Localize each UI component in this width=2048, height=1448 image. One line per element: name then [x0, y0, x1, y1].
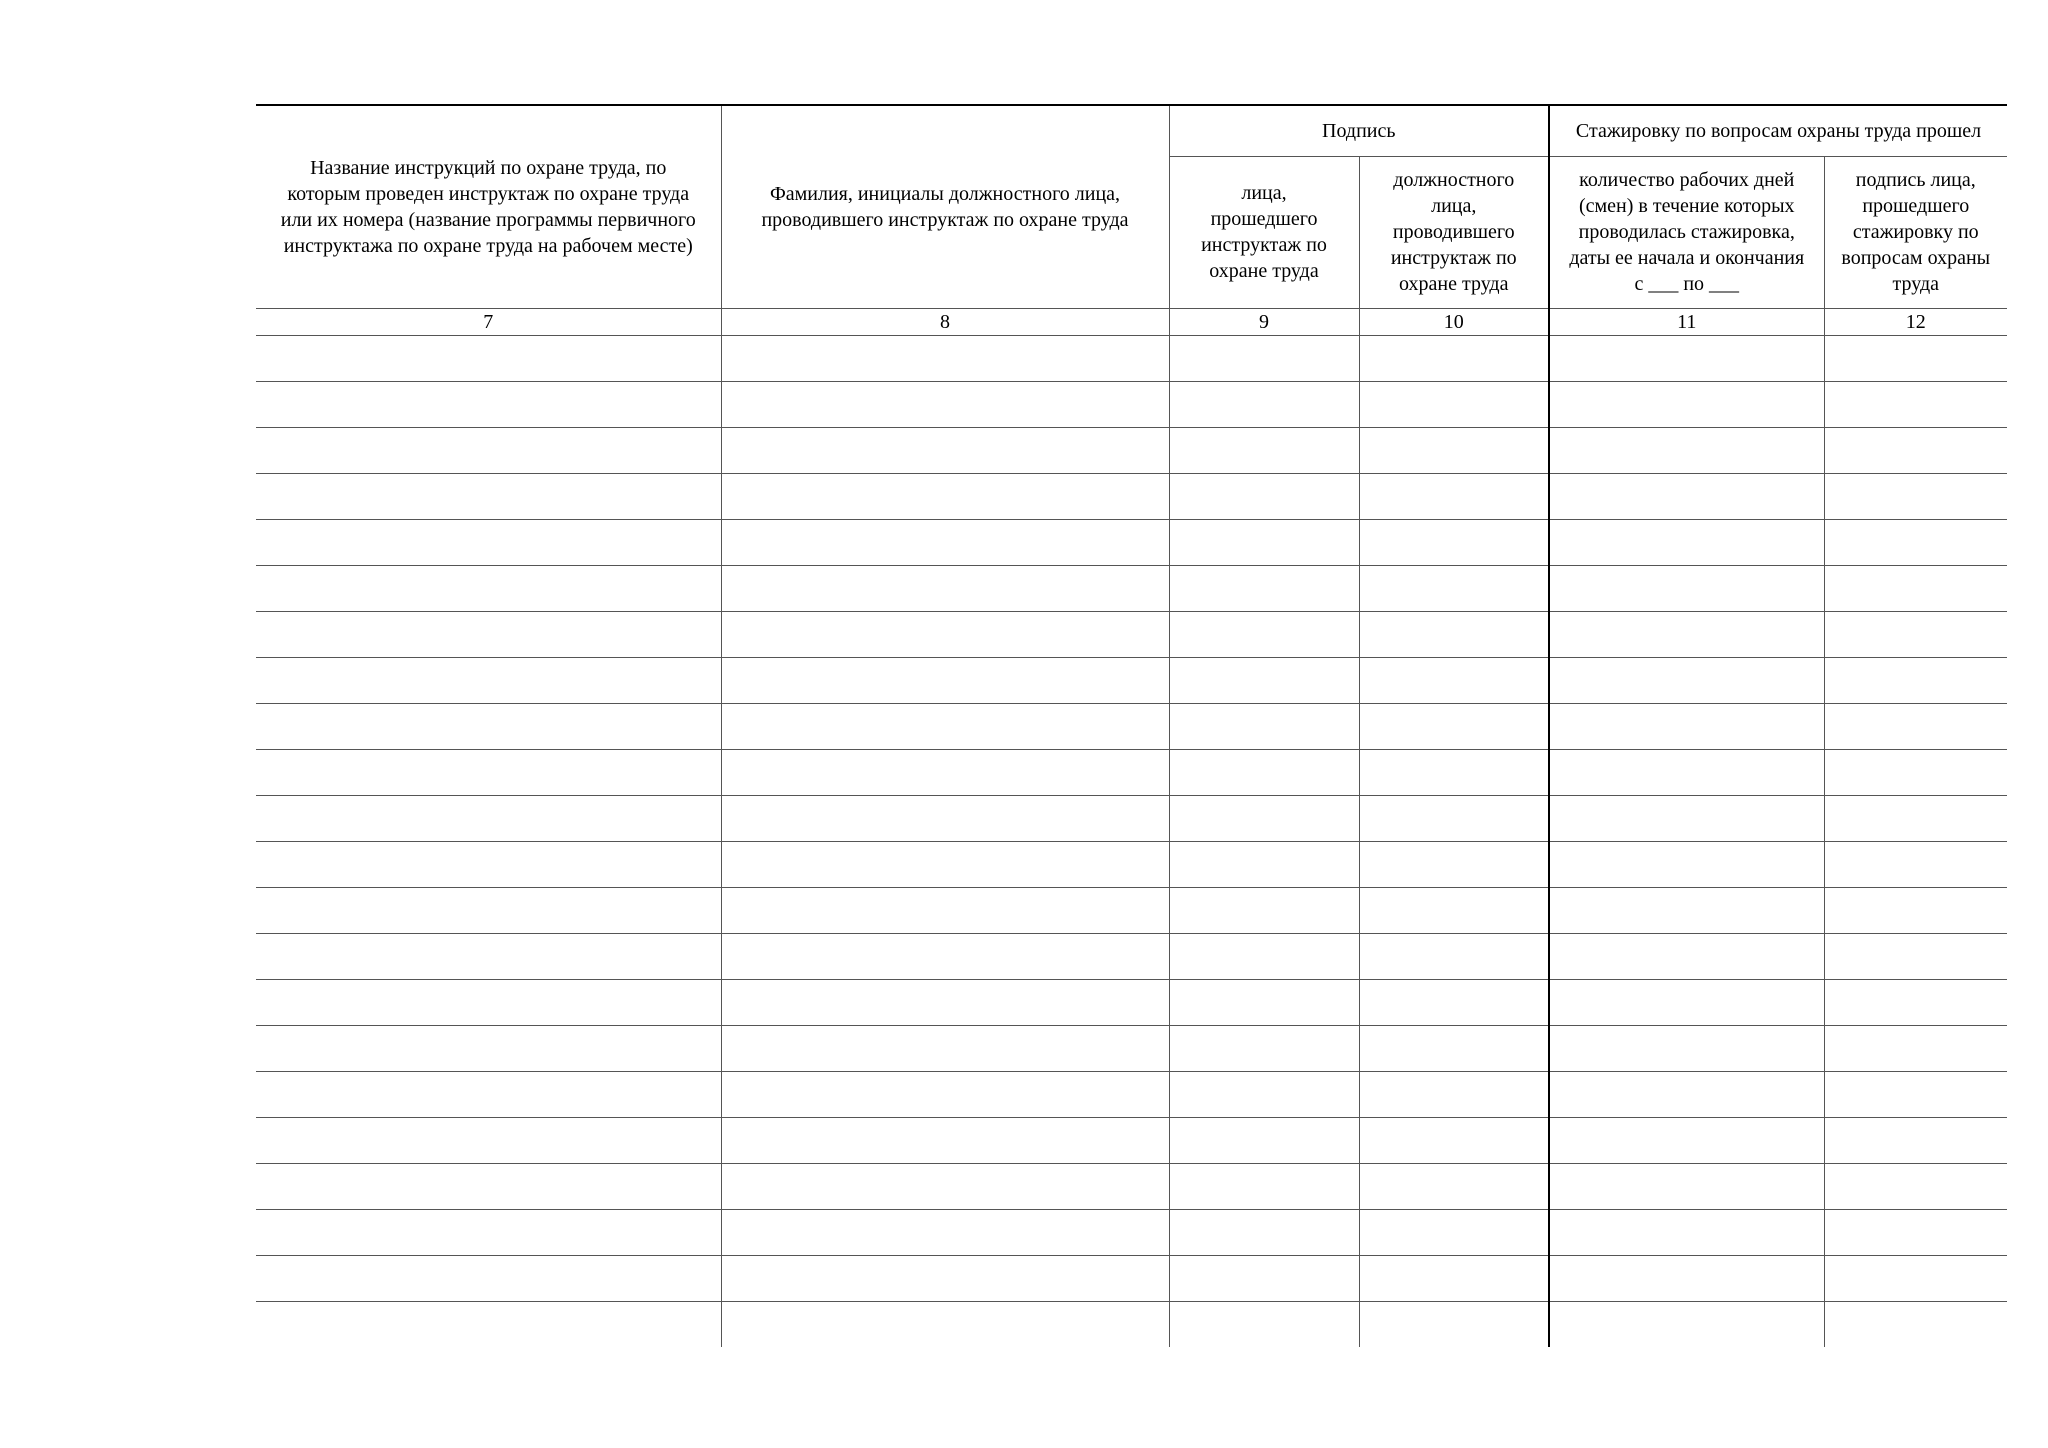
header-col10-text: должностного лица, проводившего инструктаж по охране труда	[1390, 169, 1517, 295]
journal-cell-col8[interactable]	[721, 657, 1169, 703]
journal-cell-col8[interactable]	[721, 1163, 1169, 1209]
journal-cell-col9[interactable]	[1169, 519, 1359, 565]
header-col12-text: подпись лица, прошедшего стажировку по вопросам охраны труда	[1841, 169, 1991, 295]
journal-cell-col10[interactable]	[1359, 335, 1549, 381]
journal-row	[256, 1163, 2007, 1209]
journal-cell-col9[interactable]	[1169, 1301, 1359, 1347]
journal-cell-col9[interactable]	[1169, 1071, 1359, 1117]
journal-cell-col10[interactable]	[1359, 1301, 1549, 1347]
header-signature-group: Подпись	[1169, 105, 1549, 156]
journal-cell-col12[interactable]	[1824, 749, 2007, 795]
journal-cell-col12[interactable]	[1824, 1209, 2007, 1255]
journal-cell-col11[interactable]	[1549, 1209, 1824, 1255]
journal-cell-col11[interactable]	[1549, 979, 1824, 1025]
journal-cell-col7[interactable]	[256, 473, 721, 519]
journal-cell-col10[interactable]	[1359, 795, 1549, 841]
header-col9-person-signature	[1169, 156, 1359, 308]
journal-row	[256, 1071, 2007, 1117]
journal-row	[256, 1255, 2007, 1301]
journal-cell-col9[interactable]	[1169, 427, 1359, 473]
header-col7-instructions	[256, 105, 721, 308]
journal-row	[256, 795, 2007, 841]
journal-cell-col12[interactable]	[1824, 703, 2007, 749]
journal-cell-col12[interactable]	[1824, 335, 2007, 381]
journal-cell-col11[interactable]	[1549, 335, 1824, 381]
column-number-8: 8	[721, 308, 1169, 335]
header-internship-group	[1549, 105, 2007, 156]
journal-cell-col10[interactable]	[1359, 1163, 1549, 1209]
journal-cell-col12[interactable]	[1824, 1025, 2007, 1071]
journal-cell-col11[interactable]	[1549, 381, 1824, 427]
journal-cell-col9[interactable]	[1169, 611, 1359, 657]
journal-cell-col11[interactable]	[1549, 611, 1824, 657]
journal-cell-col8[interactable]	[721, 611, 1169, 657]
journal-cell-col10[interactable]	[1359, 749, 1549, 795]
header-col12-internship-signature	[1824, 156, 2007, 308]
journal-cell-col10[interactable]	[1359, 1255, 1549, 1301]
header-col11-internship-days	[1549, 156, 1824, 308]
journal-row	[256, 473, 2007, 519]
journal-cell-col10[interactable]	[1359, 473, 1549, 519]
journal-cell-col11[interactable]	[1549, 1025, 1824, 1071]
journal-cell-col11[interactable]	[1549, 1163, 1824, 1209]
journal-cell-col11[interactable]	[1549, 887, 1824, 933]
journal-cell-col9[interactable]	[1169, 703, 1359, 749]
journal-cell-col11[interactable]	[1549, 749, 1824, 795]
journal-cell-col9[interactable]	[1169, 1163, 1359, 1209]
journal-cell-col11[interactable]	[1549, 473, 1824, 519]
header-col7-text: Название инструкций по охране труда, по которым проведен инструктаж по охране труда или их номера (название программы первичного инструктажа по охране труда на рабочем месте)	[280, 156, 696, 257]
journal-cell-col10[interactable]	[1359, 1209, 1549, 1255]
journal-cell-col9[interactable]	[1169, 795, 1359, 841]
header-col11-text: количество рабочих дней (смен) в течение которых проводилась стажировка, даты ее начала и окончания	[1569, 169, 1805, 269]
header-col10-official-signature	[1359, 156, 1549, 308]
journal-cell-col12[interactable]	[1824, 933, 2007, 979]
journal-cell-col10[interactable]	[1359, 1117, 1549, 1163]
journal-cell-col10[interactable]	[1359, 841, 1549, 887]
journal-cell-col8[interactable]	[721, 887, 1169, 933]
journal-cell-col8[interactable]	[721, 381, 1169, 427]
journal-cell-col11[interactable]	[1549, 657, 1824, 703]
journal-row	[256, 703, 2007, 749]
header-col8-text: Фамилия, инициалы должностного лица, проводившего инструктаж по охране труда	[761, 182, 1129, 231]
journal-cell-col7[interactable]	[256, 381, 721, 427]
journal-cell-col7[interactable]	[256, 565, 721, 611]
journal-cell-col9[interactable]	[1169, 1255, 1359, 1301]
journal-row	[256, 979, 2007, 1025]
journal-row	[256, 1117, 2007, 1163]
journal-cell-col7[interactable]	[256, 841, 721, 887]
journal-cell-col8[interactable]	[721, 795, 1169, 841]
journal-cell-col8[interactable]	[721, 473, 1169, 519]
journal-cell-col7[interactable]	[256, 611, 721, 657]
journal-cell-col9[interactable]	[1169, 381, 1359, 427]
journal-row	[256, 381, 2007, 427]
journal-cell-col8[interactable]	[721, 335, 1169, 381]
journal-cell-col12[interactable]	[1824, 1255, 2007, 1301]
journal-row	[256, 1025, 2007, 1071]
column-number-9: 9	[1169, 308, 1359, 335]
instruction-journal-table	[256, 104, 2007, 1347]
journal-cell-col10[interactable]	[1359, 1025, 1549, 1071]
journal-cell-col10[interactable]	[1359, 887, 1549, 933]
journal-cell-col7[interactable]	[256, 1255, 721, 1301]
journal-cell-col11[interactable]	[1549, 1301, 1824, 1347]
journal-cell-col12[interactable]	[1824, 887, 2007, 933]
journal-cell-col9[interactable]	[1169, 933, 1359, 979]
journal-cell-col7[interactable]	[256, 519, 721, 565]
journal-cell-col11[interactable]	[1549, 1255, 1824, 1301]
journal-cell-col7[interactable]	[256, 1209, 721, 1255]
journal-cell-col7[interactable]	[256, 749, 721, 795]
journal-cell-col8[interactable]	[721, 749, 1169, 795]
journal-cell-col12[interactable]	[1824, 427, 2007, 473]
journal-cell-col9[interactable]	[1169, 887, 1359, 933]
journal-cell-col9[interactable]	[1169, 335, 1359, 381]
journal-cell-col12[interactable]	[1824, 979, 2007, 1025]
journal-row	[256, 519, 2007, 565]
journal-row	[256, 657, 2007, 703]
journal-cell-col7[interactable]	[256, 427, 721, 473]
header-col11-dates: с ___ по ___	[1634, 273, 1740, 295]
journal-cell-col11[interactable]	[1549, 1071, 1824, 1117]
journal-cell-col8[interactable]	[721, 519, 1169, 565]
journal-cell-col8[interactable]	[721, 1117, 1169, 1163]
journal-cell-col7[interactable]	[256, 933, 721, 979]
journal-cell-col7[interactable]	[256, 335, 721, 381]
journal-cell-col11[interactable]	[1549, 427, 1824, 473]
journal-cell-col8[interactable]	[721, 979, 1169, 1025]
journal-cell-col9[interactable]	[1169, 979, 1359, 1025]
journal-cell-col8[interactable]	[721, 1025, 1169, 1071]
journal-cell-col8[interactable]	[721, 1255, 1169, 1301]
journal-cell-col12[interactable]	[1824, 1071, 2007, 1117]
journal-cell-col9[interactable]	[1169, 1117, 1359, 1163]
journal-row	[256, 427, 2007, 473]
header-internship-text: Стажировку по вопросам охраны труда прошел	[1575, 119, 1982, 142]
journal-cell-col12[interactable]	[1824, 1163, 2007, 1209]
journal-cell-col7[interactable]	[256, 795, 721, 841]
journal-cell-col8[interactable]	[721, 841, 1169, 887]
journal-cell-col11[interactable]	[1549, 565, 1824, 611]
journal-row	[256, 611, 2007, 657]
journal-cell-col9[interactable]	[1169, 657, 1359, 703]
journal-cell-col9[interactable]	[1169, 1209, 1359, 1255]
journal-body	[256, 335, 2007, 1347]
journal-row	[256, 335, 2007, 381]
journal-cell-col8[interactable]	[721, 933, 1169, 979]
journal-cell-col12[interactable]	[1824, 519, 2007, 565]
column-number-10: 10	[1359, 308, 1549, 335]
journal-cell-col8[interactable]	[721, 565, 1169, 611]
journal-cell-col12[interactable]	[1824, 841, 2007, 887]
journal-cell-col8[interactable]	[721, 1209, 1169, 1255]
journal-cell-col8[interactable]	[721, 427, 1169, 473]
journal-cell-col12[interactable]	[1824, 381, 2007, 427]
journal-cell-col9[interactable]	[1169, 1025, 1359, 1071]
journal-cell-col11[interactable]	[1549, 1117, 1824, 1163]
journal-cell-col11[interactable]	[1549, 703, 1824, 749]
journal-cell-col11[interactable]	[1549, 841, 1824, 887]
header-col8-official	[721, 105, 1169, 308]
journal-cell-col10[interactable]	[1359, 427, 1549, 473]
journal-row	[256, 841, 2007, 887]
journal-cell-col7[interactable]	[256, 657, 721, 703]
journal-cell-col12[interactable]	[1824, 565, 2007, 611]
journal-cell-col7[interactable]	[256, 887, 721, 933]
journal-cell-col12[interactable]	[1824, 611, 2007, 657]
journal-cell-col9[interactable]	[1169, 749, 1359, 795]
header-col9-text: лица, прошедшего инструктаж по охране труда	[1201, 182, 1327, 282]
journal-row	[256, 1209, 2007, 1255]
journal-cell-col11[interactable]	[1549, 519, 1824, 565]
journal-cell-col10[interactable]	[1359, 703, 1549, 749]
journal-cell-col12[interactable]	[1824, 1301, 2007, 1347]
journal-cell-col12[interactable]	[1824, 795, 2007, 841]
journal-cell-col9[interactable]	[1169, 473, 1359, 519]
journal-cell-col7[interactable]	[256, 1071, 721, 1117]
journal-cell-col11[interactable]	[1549, 795, 1824, 841]
column-number-12: 12	[1824, 308, 2007, 335]
journal-row	[256, 1301, 2007, 1347]
journal-cell-col9[interactable]	[1169, 841, 1359, 887]
journal-cell-col8[interactable]	[721, 1301, 1169, 1347]
journal-cell-col8[interactable]	[721, 703, 1169, 749]
column-number-7: 7	[256, 308, 721, 335]
journal-cell-col8[interactable]	[721, 1071, 1169, 1117]
column-number-11: 11	[1549, 308, 1824, 335]
journal-cell-col9[interactable]	[1169, 565, 1359, 611]
journal-cell-col12[interactable]	[1824, 657, 2007, 703]
journal-cell-col10[interactable]	[1359, 657, 1549, 703]
journal-row	[256, 749, 2007, 795]
journal-cell-col10[interactable]	[1359, 979, 1549, 1025]
journal-cell-col7[interactable]	[256, 1025, 721, 1071]
journal-cell-col10[interactable]	[1359, 933, 1549, 979]
journal-cell-col7[interactable]	[256, 1301, 721, 1347]
journal-row	[256, 933, 2007, 979]
journal-cell-col11[interactable]	[1549, 933, 1824, 979]
journal-cell-col7[interactable]	[256, 979, 721, 1025]
journal-cell-col7[interactable]	[256, 703, 721, 749]
journal-row	[256, 887, 2007, 933]
journal-cell-col10[interactable]	[1359, 381, 1549, 427]
journal-cell-col7[interactable]	[256, 1163, 721, 1209]
journal-row	[256, 565, 2007, 611]
journal-cell-col12[interactable]	[1824, 1117, 2007, 1163]
journal-cell-col12[interactable]	[1824, 473, 2007, 519]
journal-cell-col10[interactable]	[1359, 565, 1549, 611]
journal-cell-col10[interactable]	[1359, 611, 1549, 657]
journal-cell-col10[interactable]	[1359, 1071, 1549, 1117]
journal-cell-col10[interactable]	[1359, 519, 1549, 565]
journal-cell-col7[interactable]	[256, 1117, 721, 1163]
